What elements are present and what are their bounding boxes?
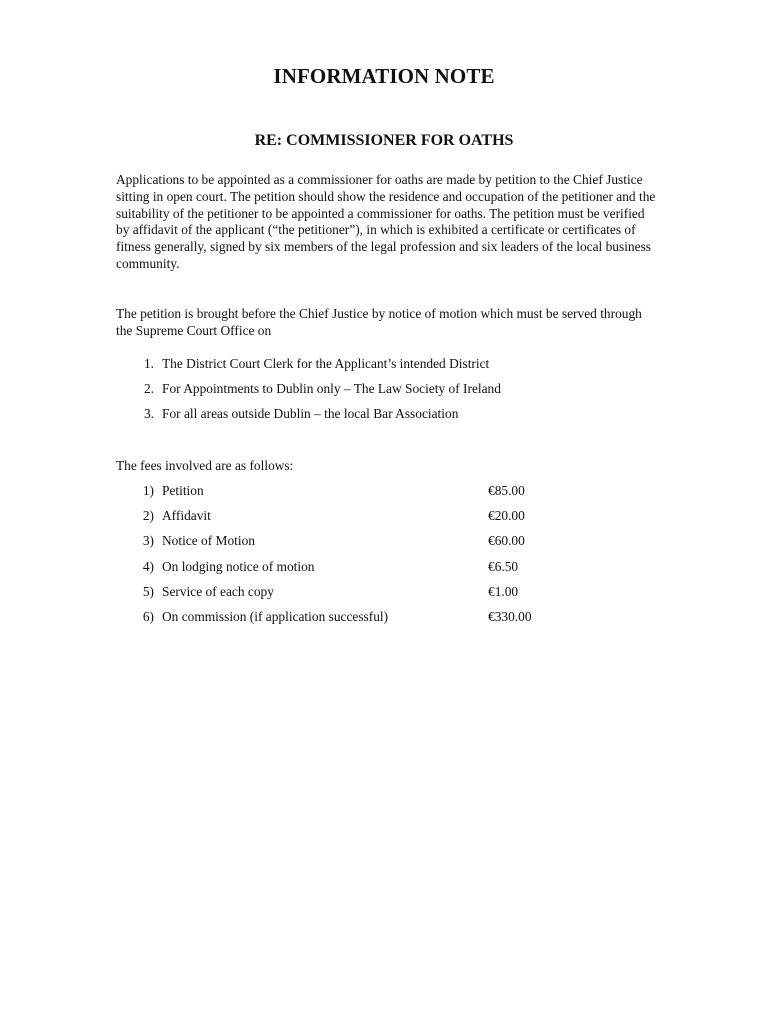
fee-amount: €330.00 — [488, 608, 532, 624]
fee-amount: €20.00 — [488, 508, 525, 524]
list-item-text: For all areas outside Dublin – the local Bar Association — [162, 406, 459, 421]
fee-item: Petition — [162, 483, 204, 498]
list-item-text: For Appointments to Dublin only – The Law Society of Ireland — [162, 381, 501, 396]
list-item — [116, 406, 656, 431]
fee-item: On lodging notice of motion — [162, 558, 315, 574]
fee-number: 3) — [142, 533, 154, 549]
fees-intro: The fees involved are as follows: — [116, 458, 294, 473]
fee-row — [116, 559, 576, 584]
fee-amount: €60.00 — [488, 533, 525, 549]
list-item — [116, 356, 656, 381]
fee-amount: €1.00 — [488, 583, 519, 599]
fee-item: Service of each copy — [162, 583, 274, 599]
intro-paragraph: Applications to be appointed as a commissioner for oaths are made by petition to the Chief Justice sitting in open court. The petition should show the residence and occupation of the petitioner and the suitability of the petitioner to be appointed a commissioner for oaths. The petition must be verified by affidavit of the applicant (“the petitioner”), in which is exhibited a certificate or certificates of fitness generally, signed by six members of the legal profession and six leaders of the local business community. — [116, 172, 656, 271]
page-subtitle: RE: COMMISSIONER FOR OATHS — [254, 132, 514, 149]
list-item-number: 3. — [143, 406, 154, 421]
fee-number: 1) — [142, 483, 154, 498]
fee-item: On commission (if application successful) — [162, 608, 389, 624]
list-item — [116, 381, 656, 406]
fee-number: 4) — [142, 558, 154, 574]
list-item-number: 2. — [143, 381, 154, 396]
page-title: INFORMATION NOTE — [273, 64, 495, 88]
list-item-text: The District Court Clerk for the Applicant’s intended District — [162, 356, 490, 371]
fee-item: Notice of Motion — [162, 533, 255, 549]
fee-row — [116, 609, 576, 634]
petition-paragraph: The petition is brought before the Chief Justice by notice of motion which must be served through the Supreme Court Office on — [116, 306, 642, 338]
fee-number: 6) — [142, 608, 154, 624]
fee-item: Affidavit — [162, 508, 211, 524]
fee-row — [116, 508, 576, 533]
fee-number: 5) — [142, 583, 154, 599]
fee-number: 2) — [142, 508, 154, 524]
fee-amount: €6.50 — [488, 558, 519, 574]
list-item-number: 1. — [143, 356, 154, 371]
fees-list — [116, 483, 576, 634]
fee-row — [116, 584, 576, 609]
fee-amount: €85.00 — [488, 483, 525, 498]
fee-row — [116, 483, 576, 508]
service-list — [116, 356, 656, 431]
fee-row — [116, 533, 576, 558]
